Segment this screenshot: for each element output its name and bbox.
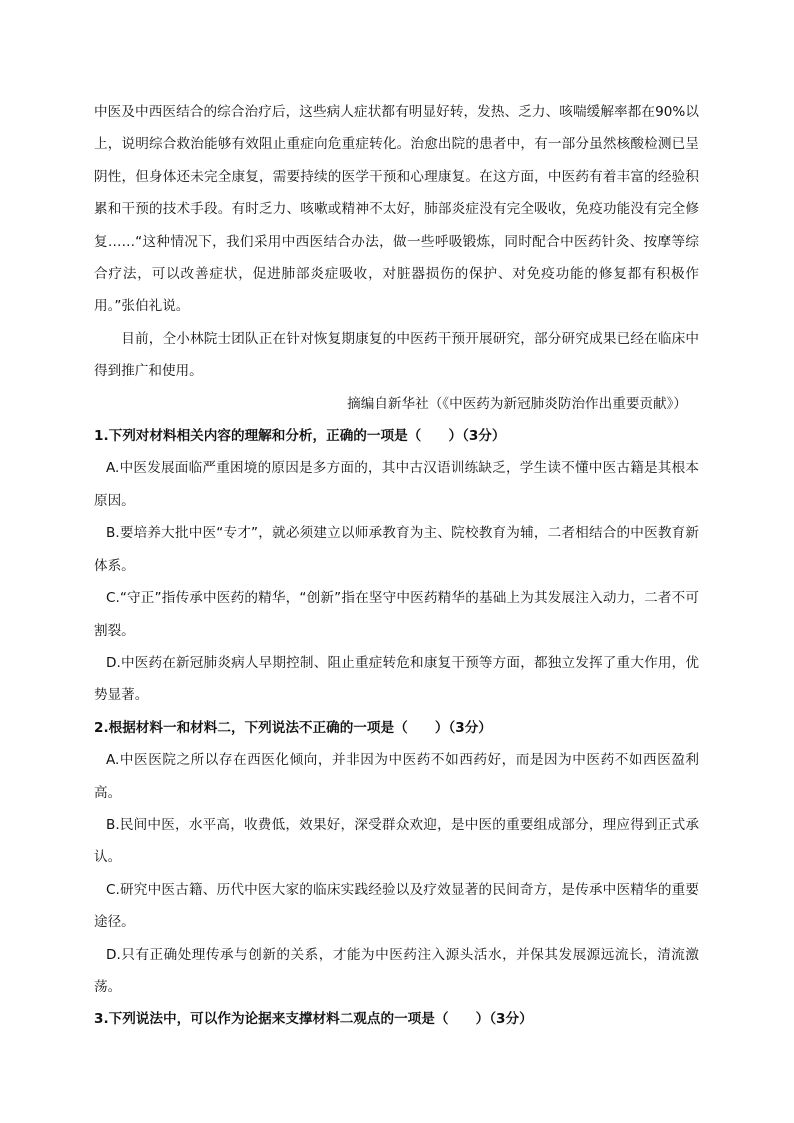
question-2-option-c[interactable]: [94, 874, 699, 939]
passage-paragraph-2: 目前，仝小林院士团队正在针对恢复期康复的中医药干预开展研究，部分研究成果已经在临床中得到推广和使用。: [94, 330, 699, 380]
option-text: D.只有正确处理传承与创新的关系，才能为中医药注入源头活水，并保其发展源远流长，清流激荡。: [94, 946, 699, 995]
option-text: A.中医发展面临严重困境的原因是多方面的，其中古汉语训练缺乏，学生读不懂中医古籍是其根本原因。: [94, 460, 699, 509]
passage-paragraph-1: 中医及中西医结合的综合治疗后，这些病人症状都有明显好转，发热、乏力、咳喘缓解率都在90%以上，说明综合救治能够有效阻止重症向危重症转化。治愈出院的患者中，有一部分虽然核酸检测已呈阴性，但身体还未完全康复，需要持续的医学干预和心理康复。在这方面，中医药有着丰富的经验积累和干预的技术手段。有时乏力、咳嗽或精神不太好，肺部炎症没有完全吸收，免疫功能没有完全修复……“这种情况下，我们采用中西医结合办法，做一些呼吸锻炼，同时配合中医药针灸、按摩等综合疗法，可以改善症状，促进肺部炎症吸收，对脏器损伤的保护、对免疫功能的修复都有积极作用。”张伯礼说。: [94, 104, 699, 315]
question-1-option-b[interactable]: [94, 517, 699, 582]
question-1-option-a[interactable]: [94, 452, 699, 517]
question-3-stem: 3.下列说法中，可以作为论据来支撑材料二观点的一项是（ ）（3分）: [94, 1011, 533, 1028]
option-text: B.要培养大批中医“专才”，就必须建立以师承教育为主、院校教育为辅，二者相结合的中医教育新体系。: [94, 525, 699, 574]
document-page: [94, 96, 699, 1036]
question-2-option-d[interactable]: [94, 939, 699, 1004]
question-1-stem: 1.下列对材料相关内容的理解和分析，正确的一项是（ ）（3分）: [94, 428, 506, 445]
option-text: C.研究中医古籍、历代中医大家的临床实践经验以及疗效显著的民间奇方，是传承中医精华的重要途径。: [94, 881, 699, 931]
option-text: D.中医药在新冠肺炎病人早期控制、阻止重症转危和康复干预等方面，都独立发挥了重大作用，优势显著。: [94, 654, 699, 704]
question-1-option-d[interactable]: [94, 647, 699, 712]
option-text: C.“守正”指传承中医药的精华，“创新”指在坚守中医药精华的基础上为其发展注入动力，二者不可割裂。: [94, 590, 699, 639]
question-2-option-b[interactable]: [94, 809, 699, 874]
question-1-option-c[interactable]: [94, 582, 699, 647]
question-2-option-a[interactable]: [94, 744, 699, 809]
option-text: A.中医医院之所以存在西医化倾向，并非因为中医药不如西药好，而是因为中医药不如西医盈利高。: [94, 752, 699, 801]
question-2-stem: 2.根据材料一和材料二，下列说法不正确的一项是（ ）（3分）: [94, 719, 492, 736]
option-text: B.民间中医，水平高，收费低，效果好，深受群众欢迎，是中医的重要组成部分，理应得到正式承认。: [94, 816, 699, 866]
passage-source: 摘编自新华社（《中医药为新冠肺炎防治作出重要贡献》）: [347, 395, 687, 412]
